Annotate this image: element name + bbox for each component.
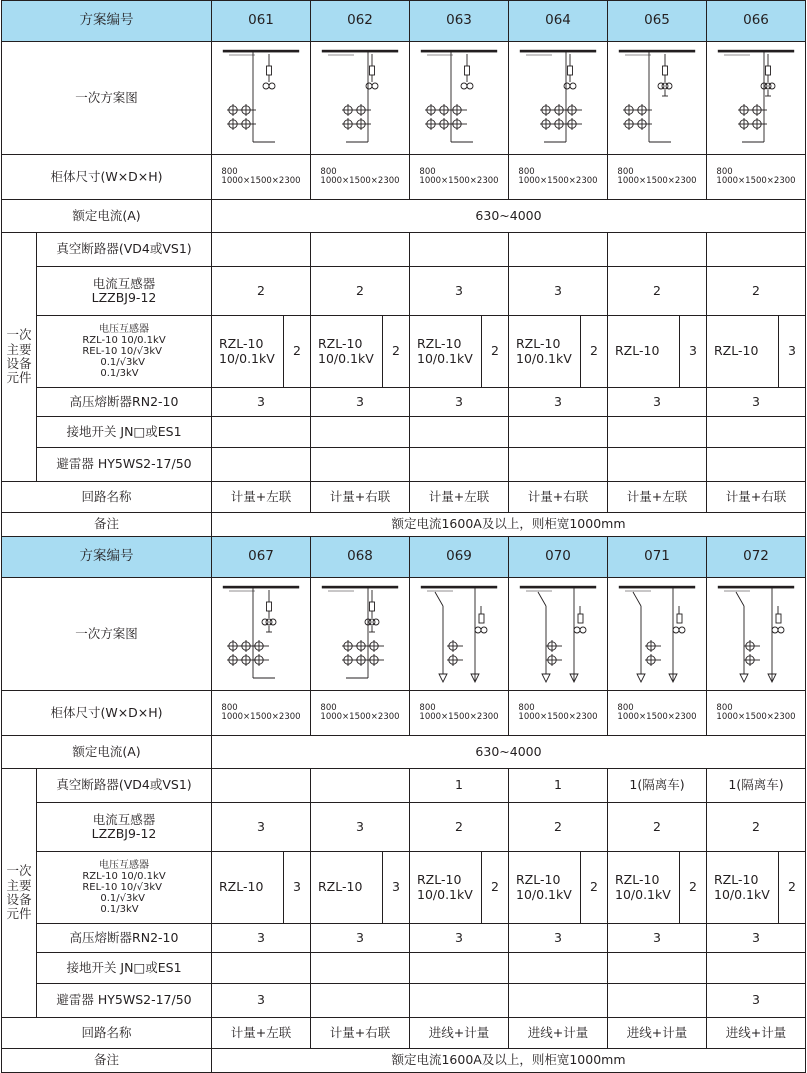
ct-cell: 2 [410,803,509,852]
vt-label-line: RZL-10 10/0.1kV [82,870,166,882]
earth-switch-cell [707,953,806,984]
vcb-cell [509,233,608,267]
vt-label-lines [82,871,165,916]
vt-model-cell: RZL-10 [707,316,779,388]
vt-model-cell: RZL-10 10/0.1kV [410,852,482,924]
cabinet-size-cell [212,155,311,200]
vcb-cell [311,233,410,267]
scheme-header-row [2,537,806,578]
cabinet-dims: 1000×1500×2300 [320,711,400,722]
ct-label [37,267,212,316]
arrester-label: 避雷器 HY5WS2-17/50 [37,984,212,1018]
circuit-name-cell: 计量+右联 [509,482,608,513]
circuit-name-cell: 计量+右联 [707,482,806,513]
cabinet-width: 800 [518,702,535,713]
cabinet-size-cell [212,691,311,736]
diagram-row [2,42,806,155]
arrester-cell [311,448,410,482]
diagram-cell [212,42,311,155]
fuse-cell: 3 [212,388,311,417]
vt-qty-cell: 2 [581,316,608,388]
primary-scheme-diagram [516,582,600,686]
cabinet-size-value [320,168,399,187]
fuse-cell: 3 [608,388,707,417]
ct-cell: 3 [212,803,311,852]
diagram-cell [410,42,509,155]
diagram-cell [311,578,410,691]
remark-value: 额定电流1600A及以上，则柜宽1000mm [212,513,806,537]
diagram-cell [212,578,311,691]
scheme-no-cell: 062 [311,1,410,42]
ct-label-line2: LZZBJ9-12 [91,826,157,841]
earth-switch-cell [410,417,509,448]
earth-switch-cell [509,417,608,448]
primary-scheme-diagram [318,582,402,686]
primary-scheme-diagram [714,582,798,686]
earth-switch-cell [212,417,311,448]
scheme-no-cell: 068 [311,537,410,578]
fuse-row [2,388,806,417]
cabinet-size-cell [311,155,410,200]
primary-scheme-diagram [417,582,501,686]
cabinet-size-value [221,168,300,187]
diagram-cell [311,42,410,155]
cabinet-size-cell [608,691,707,736]
fuse-cell: 3 [311,388,410,417]
primary-scheme-diagram [615,582,699,686]
circuit-name-cell: 进线+计量 [410,1018,509,1049]
fuse-cell: 3 [410,388,509,417]
fuse-cell: 3 [410,924,509,953]
vt-qty-cell: 2 [284,316,311,388]
circuit-name-cell: 计量+右联 [311,482,410,513]
earth-switch-label: 接地开关 JN□或ES1 [37,417,212,448]
cabinet-width: 800 [716,166,733,177]
scheme-table-body [2,1,806,1073]
earth-switch-row [2,953,806,984]
vt-qty-cell: 2 [680,852,707,924]
vt-qty-cell: 3 [779,316,806,388]
vt-qty-cell: 2 [779,852,806,924]
scheme-no-cell: 067 [212,537,311,578]
cabinet-size-value [320,704,399,723]
cabinet-dims: 1000×1500×2300 [221,711,301,722]
circuit-name-cell: 进线+计量 [608,1018,707,1049]
diagram-cell [410,578,509,691]
vcb-cell: 1(隔离车) [707,769,806,803]
remark-label: 备注 [2,513,212,537]
cabinet-size-value [716,168,795,187]
vcb-cell: 1 [410,769,509,803]
ct-cell: 2 [608,267,707,316]
scheme-no-cell: 065 [608,1,707,42]
scheme-no-label: 方案编号 [2,537,212,578]
ct-label-line1: 电流互感器 [92,811,156,827]
cabinet-size-row [2,155,806,200]
equipment-group-label: 一次主要设备元件 [2,233,37,482]
vt-label-title: 电压互感器 [99,323,149,335]
vt-model-cell: RZL-10 10/0.1kV [608,852,680,924]
diagram-cell [707,42,806,155]
cabinet-dims: 1000×1500×2300 [617,175,697,186]
fuse-cell: 3 [608,924,707,953]
rated-current-row [2,200,806,233]
vt-model-cell: RZL-10 [608,316,680,388]
vt-model-cell: RZL-10 10/0.1kV [410,316,482,388]
scheme-no-cell: 064 [509,1,608,42]
diagram-cell [509,42,608,155]
diagram-cell [707,578,806,691]
ct-cell: 2 [608,803,707,852]
vt-label-line: REL-10 10/√3kV [82,881,162,893]
cabinet-size-label: 柜体尺寸(W×D×H) [2,155,212,200]
vt-row [2,852,806,924]
remark-value: 额定电流1600A及以上，则柜宽1000mm [212,1049,806,1073]
cabinet-width: 800 [419,702,436,713]
rated-current-label: 额定电流(A) [2,736,212,769]
cabinet-width: 800 [617,166,634,177]
diagram-label: 一次方案图 [2,42,212,155]
arrester-row [2,448,806,482]
earth-switch-cell [311,953,410,984]
circuit-name-cell: 计量+左联 [212,482,311,513]
earth-switch-cell [509,953,608,984]
vcb-cell [311,769,410,803]
vt-qty-cell: 3 [383,852,410,924]
vt-qty-cell: 2 [482,852,509,924]
cabinet-size-cell [707,691,806,736]
earth-switch-row [2,417,806,448]
arrester-label: 避雷器 HY5WS2-17/50 [37,448,212,482]
fuse-cell: 3 [311,924,410,953]
rated-current-value: 630~4000 [212,200,806,233]
diagram-cell [608,578,707,691]
arrester-cell [311,984,410,1018]
cabinet-width: 800 [221,166,238,177]
arrester-cell [608,984,707,1018]
earth-switch-cell [707,417,806,448]
ct-row [2,803,806,852]
vt-label-line: 0.1/3kV [100,368,139,380]
cabinet-dims: 1000×1500×2300 [518,711,598,722]
diagram-row [2,578,806,691]
earth-switch-label: 接地开关 JN□或ES1 [37,953,212,984]
cabinet-dims: 1000×1500×2300 [716,175,796,186]
vt-label-line: 0.1/3kV [100,904,139,916]
cabinet-width: 800 [320,166,337,177]
ct-label-line1: 电流互感器 [92,275,156,291]
primary-scheme-diagram [219,46,303,150]
rated-current-value: 630~4000 [212,736,806,769]
circuit-name-cell: 计量+右联 [311,1018,410,1049]
ct-cell: 3 [410,267,509,316]
cabinet-dims: 1000×1500×2300 [716,711,796,722]
cabinet-size-value [221,704,300,723]
vcb-row [2,233,806,267]
vt-label-line: 0.1/√3kV [100,356,145,368]
vt-label [37,316,212,388]
scheme-no-cell: 072 [707,537,806,578]
cabinet-dims: 1000×1500×2300 [419,711,499,722]
cabinet-size-value [419,168,498,187]
ct-label-line2: LZZBJ9-12 [91,290,157,305]
vt-model-cell: RZL-10 [212,852,284,924]
arrester-row [2,984,806,1018]
cabinet-width: 800 [716,702,733,713]
cabinet-size-cell [608,155,707,200]
vt-label-line: 0.1/√3kV [100,892,145,904]
vt-model-cell: RZL-10 10/0.1kV [311,316,383,388]
cabinet-width: 800 [320,702,337,713]
cabinet-width: 800 [419,166,436,177]
circuit-name-label: 回路名称 [2,1018,212,1049]
fuse-row [2,924,806,953]
cabinet-size-value [518,168,597,187]
scheme-no-cell: 066 [707,1,806,42]
arrester-cell [410,448,509,482]
remark-row [2,513,806,537]
cabinet-dims: 1000×1500×2300 [617,711,697,722]
circuit-name-row [2,482,806,513]
vt-qty-cell: 2 [482,316,509,388]
ct-cell: 2 [212,267,311,316]
fuse-cell: 3 [509,388,608,417]
scheme-header-row [2,1,806,42]
ct-label [37,803,212,852]
rated-current-label: 额定电流(A) [2,200,212,233]
scheme-no-cell: 071 [608,537,707,578]
vt-label-title: 电压互感器 [99,859,149,871]
primary-scheme-diagram [219,582,303,686]
vcb-cell [608,233,707,267]
ct-cell: 2 [707,267,806,316]
diagram-cell [608,42,707,155]
cabinet-size-cell [509,155,608,200]
scheme-no-label: 方案编号 [2,1,212,42]
fuse-cell: 3 [509,924,608,953]
circuit-name-cell: 计量+左联 [608,482,707,513]
vt-model-cell: RZL-10 10/0.1kV [509,316,581,388]
fuse-label: 高压熔断器RN2-10 [37,924,212,953]
circuit-name-cell: 计量+左联 [410,482,509,513]
fuse-cell: 3 [707,924,806,953]
vt-model-cell: RZL-10 10/0.1kV [509,852,581,924]
circuit-name-cell: 进线+计量 [509,1018,608,1049]
arrester-cell [509,984,608,1018]
earth-switch-cell [608,417,707,448]
circuit-name-cell: 计量+左联 [212,1018,311,1049]
arrester-cell: 3 [707,984,806,1018]
remark-row [2,1049,806,1073]
arrester-cell: 3 [212,984,311,1018]
cabinet-size-value [419,704,498,723]
vt-label-line: RZL-10 10/0.1kV [82,334,166,346]
fuse-label: 高压熔断器RN2-10 [37,388,212,417]
primary-scheme-diagram [516,46,600,150]
cabinet-size-cell [509,691,608,736]
cabinet-width: 800 [518,166,535,177]
scheme-no-cell: 061 [212,1,311,42]
cabinet-size-value [518,704,597,723]
vt-qty-cell: 3 [680,316,707,388]
earth-switch-cell [608,953,707,984]
vcb-row [2,769,806,803]
rated-current-row [2,736,806,769]
primary-scheme-diagram [714,46,798,150]
vcb-cell [212,769,311,803]
fuse-cell: 3 [212,924,311,953]
cabinet-dims: 1000×1500×2300 [320,175,400,186]
ct-cell: 3 [509,267,608,316]
arrester-cell [212,448,311,482]
vt-row [2,316,806,388]
cabinet-width: 800 [221,702,238,713]
arrester-cell [608,448,707,482]
vt-label [37,852,212,924]
scheme-no-cell: 069 [410,537,509,578]
ct-cell: 2 [707,803,806,852]
arrester-cell [509,448,608,482]
arrester-cell [707,448,806,482]
circuit-name-row [2,1018,806,1049]
vcb-label: 真空断路器(VD4或VS1) [37,769,212,803]
vcb-cell [410,233,509,267]
cabinet-size-cell [707,155,806,200]
diagram-cell [509,578,608,691]
remark-label: 备注 [2,1049,212,1073]
vt-label-lines [82,335,165,380]
fuse-cell: 3 [707,388,806,417]
scheme-table [1,0,806,1073]
cabinet-size-value [617,704,696,723]
vcb-cell: 1 [509,769,608,803]
scheme-no-cell: 070 [509,537,608,578]
vt-model-cell: RZL-10 [311,852,383,924]
circuit-name-cell: 进线+计量 [707,1018,806,1049]
cabinet-width: 800 [617,702,634,713]
cabinet-size-cell [311,691,410,736]
vcb-cell [707,233,806,267]
cabinet-size-cell [410,691,509,736]
scheme-no-cell: 063 [410,1,509,42]
vt-model-cell: RZL-10 10/0.1kV [707,852,779,924]
primary-scheme-diagram [417,46,501,150]
vt-qty-cell: 2 [581,852,608,924]
vcb-cell: 1(隔离车) [608,769,707,803]
earth-switch-cell [311,417,410,448]
vcb-label: 真空断路器(VD4或VS1) [37,233,212,267]
primary-scheme-diagram [615,46,699,150]
earth-switch-cell [410,953,509,984]
vt-model-cell: RZL-10 10/0.1kV [212,316,284,388]
cabinet-dims: 1000×1500×2300 [419,175,499,186]
diagram-label: 一次方案图 [2,578,212,691]
ct-cell: 2 [509,803,608,852]
ct-cell: 3 [311,803,410,852]
cabinet-size-value [716,704,795,723]
vt-qty-cell: 3 [284,852,311,924]
vt-label-line: REL-10 10/√3kV [82,345,162,357]
equipment-group-label: 一次主要设备元件 [2,769,37,1018]
circuit-name-label: 回路名称 [2,482,212,513]
earth-switch-cell [212,953,311,984]
cabinet-size-row [2,691,806,736]
cabinet-size-label: 柜体尺寸(W×D×H) [2,691,212,736]
arrester-cell [410,984,509,1018]
cabinet-dims: 1000×1500×2300 [221,175,301,186]
cabinet-dims: 1000×1500×2300 [518,175,598,186]
vt-qty-cell: 2 [383,316,410,388]
vcb-cell [212,233,311,267]
ct-cell: 2 [311,267,410,316]
primary-scheme-diagram [318,46,402,150]
cabinet-size-value [617,168,696,187]
cabinet-size-cell [410,155,509,200]
ct-row [2,267,806,316]
